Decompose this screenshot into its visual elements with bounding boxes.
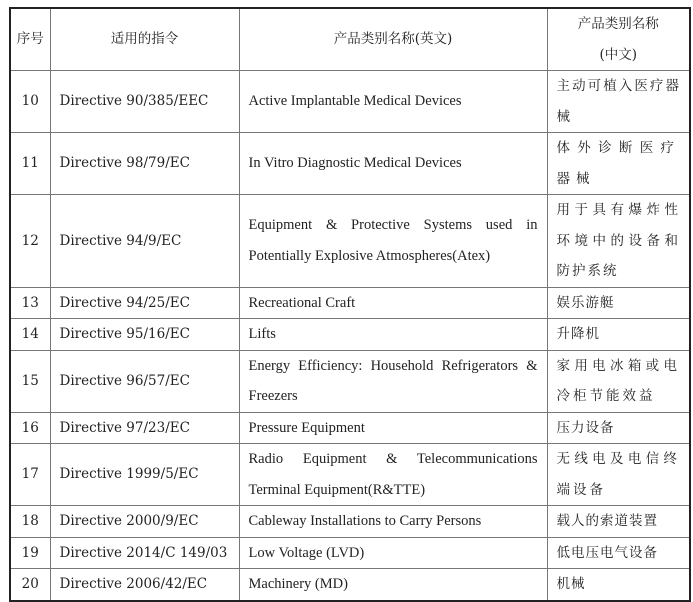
row-name-en: Recreational Craft (239, 287, 547, 319)
row-directive: Directive 2000/9/EC (50, 506, 239, 538)
table-row (10, 506, 690, 538)
table-row (10, 412, 690, 444)
row-name-en: Cableway Installations to Carry Persons (239, 506, 547, 538)
row-name-en: In Vitro Diagnostic Medical Devices (239, 133, 547, 195)
table-row (10, 537, 690, 569)
header-no: 序号 (10, 8, 50, 71)
row-directive: Directive 2006/42/EC (50, 569, 239, 601)
row-no: 17 (10, 444, 50, 506)
row-name-zh: 体外诊断医疗器械 (547, 133, 690, 195)
row-directive: Directive 1999/5/EC (50, 444, 239, 506)
row-name-en: Pressure Equipment (239, 412, 547, 444)
row-no: 14 (10, 319, 50, 351)
row-name-en: Equipment & Protective Systems used in Potentially Explosive Atmospheres(Atex) (239, 195, 547, 288)
header-name-zh (547, 8, 690, 71)
row-no: 13 (10, 287, 50, 319)
row-name-zh: 低电压电气设备 (547, 537, 690, 569)
row-name-zh: 家用电冰箱或电冷柜节能效益 (547, 350, 690, 412)
row-name-zh: 娱乐游艇 (547, 287, 690, 319)
table-row (10, 71, 690, 133)
table-row (10, 287, 690, 319)
row-directive: Directive 2014/C 149/03 (50, 537, 239, 569)
row-name-zh: 载人的索道装置 (547, 506, 690, 538)
row-no: 18 (10, 506, 50, 538)
row-directive: Directive 95/16/EC (50, 319, 239, 351)
row-name-zh: 用于具有爆炸性环境中的设备和防护系统 (547, 195, 690, 288)
directives-table (9, 7, 691, 602)
row-directive: Directive 97/23/EC (50, 412, 239, 444)
row-no: 19 (10, 537, 50, 569)
row-directive: Directive 94/25/EC (50, 287, 239, 319)
row-name-en: Energy Efficiency: Household Refrigerators & Freezers (239, 350, 547, 412)
row-name-en: Active Implantable Medical Devices (239, 71, 547, 133)
row-no: 10 (10, 71, 50, 133)
row-no: 15 (10, 350, 50, 412)
row-name-en: Radio Equipment & Telecommunications Terminal Equipment(R&TTE) (239, 444, 547, 506)
header-name-zh-line1: 产品类别名称 (577, 16, 659, 32)
header-name-en: 产品类别名称(英文) (239, 8, 547, 71)
row-name-zh: 压力设备 (547, 412, 690, 444)
row-no: 11 (10, 133, 50, 195)
table-row (10, 319, 690, 351)
row-directive: Directive 90/385/EEC (50, 71, 239, 133)
table-row (10, 195, 690, 288)
row-name-zh: 机械 (547, 569, 690, 601)
row-name-en: Machinery (MD) (239, 569, 547, 601)
row-no: 12 (10, 195, 50, 288)
row-name-zh: 无线电及电信终端设备 (547, 444, 690, 506)
row-no: 20 (10, 569, 50, 601)
table-row (10, 133, 690, 195)
row-directive: Directive 94/9/EC (50, 195, 239, 288)
row-name-en: Low Voltage (LVD) (239, 537, 547, 569)
table-row (10, 569, 690, 601)
header-directive: 适用的指令 (50, 8, 239, 71)
header-name-zh-line2: (中文) (599, 46, 638, 63)
row-name-zh: 升降机 (547, 319, 690, 351)
row-name-en: Lifts (239, 319, 547, 351)
row-name-zh: 主动可植入医疗器械 (547, 71, 690, 133)
table-header-row (10, 8, 690, 71)
row-directive: Directive 96/57/EC (50, 350, 239, 412)
row-no: 16 (10, 412, 50, 444)
table-row (10, 444, 690, 506)
table-row (10, 350, 690, 412)
row-directive: Directive 98/79/EC (50, 133, 239, 195)
